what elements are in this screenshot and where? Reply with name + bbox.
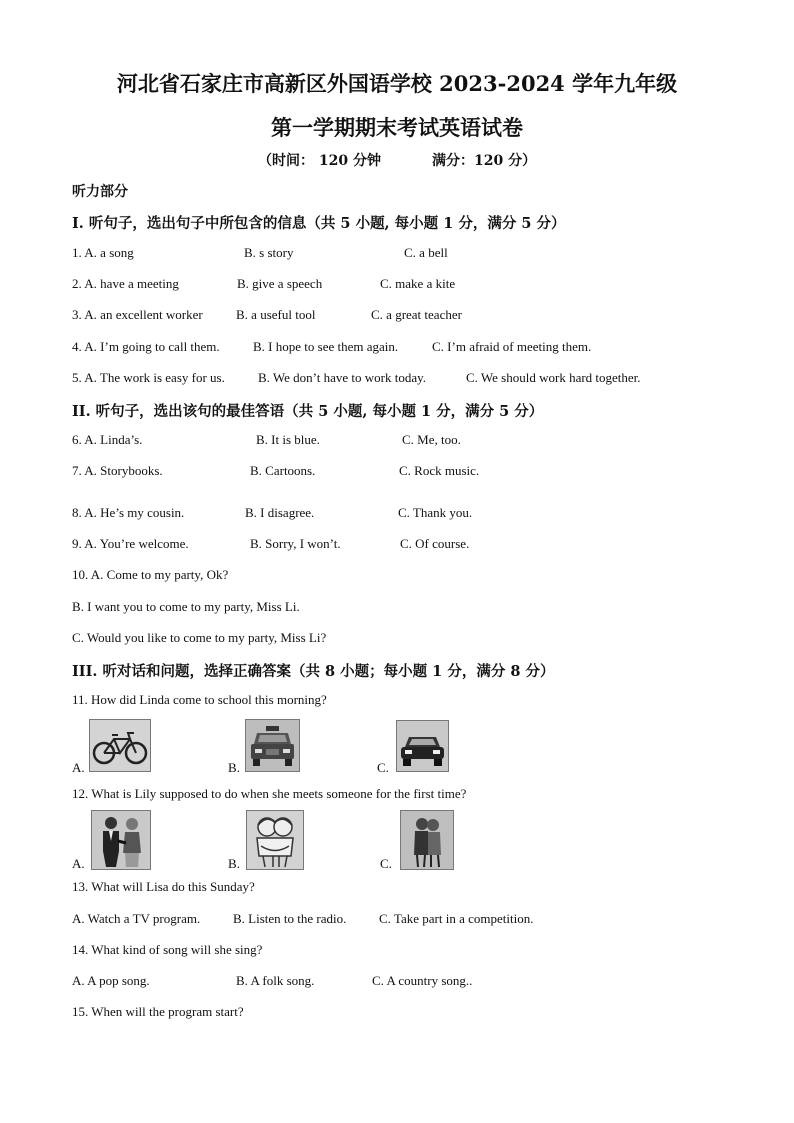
q2-option-c: C. make a kite bbox=[380, 276, 456, 291]
q11-question: 11. How did Linda come to school this morning? bbox=[72, 692, 327, 707]
exam-score: 满分：120 分） bbox=[432, 153, 537, 169]
q4-option-a: 4. A. I’m going to call them. bbox=[72, 339, 220, 354]
bicycle-icon bbox=[90, 720, 150, 771]
section2-heading: II. 听句子，选出该句的最佳答语（共 5 小题, 每小题 1 分，满分 5 分） bbox=[72, 403, 544, 420]
q12-label-a: A. bbox=[72, 856, 85, 871]
q11-label-a: A. bbox=[72, 760, 85, 775]
q14-option-a: A. A pop song. bbox=[72, 973, 150, 988]
q11-label-b: B. bbox=[228, 760, 240, 775]
car-picture bbox=[396, 720, 449, 772]
q3-option-a: 3. A. an excellent worker bbox=[72, 307, 203, 322]
q6-option-b: B. It is blue. bbox=[256, 432, 320, 447]
q9-option-a: 9. A. You’re welcome. bbox=[72, 536, 189, 551]
q14-option-b: B. A folk song. bbox=[236, 973, 315, 988]
bicycle-picture bbox=[89, 719, 151, 772]
q1-option-a: 1. A. a song bbox=[72, 245, 134, 260]
q13-option-a: A. Watch a TV program. bbox=[72, 911, 201, 926]
hug-icon bbox=[247, 811, 303, 869]
handshake-picture bbox=[91, 810, 151, 870]
q8-option-a: 8. A. He’s my cousin. bbox=[72, 505, 185, 520]
q9-option-b: B. Sorry, I won’t. bbox=[250, 536, 341, 551]
q12-question: 12. What is Lily supposed to do when she meets someone for the first time? bbox=[72, 786, 467, 801]
q14-question: 14. What kind of song will she sing? bbox=[72, 942, 263, 957]
taxi-icon bbox=[246, 720, 299, 771]
q5-option-a: 5. A. The work is easy for us. bbox=[72, 370, 225, 385]
q13-option-b: B. Listen to the radio. bbox=[233, 911, 347, 926]
q5-option-b: B. We don’t have to work today. bbox=[258, 370, 427, 385]
q13-question: 13. What will Lisa do this Sunday? bbox=[72, 879, 255, 894]
q2-option-b: B. give a speech bbox=[237, 276, 323, 291]
q8-option-b: B. I disagree. bbox=[245, 505, 315, 520]
exam-title-line2: 第一学期期末考试英语试卷 bbox=[271, 115, 523, 140]
exam-title-line1: 河北省石家庄市高新区外国语学校 2023-2024 学年九年级 bbox=[116, 71, 678, 96]
q10-option-c: C. Would you like to come to my party, Miss Li? bbox=[72, 630, 327, 645]
q3-option-c: C. a great teacher bbox=[371, 307, 462, 322]
taxi-picture bbox=[245, 719, 300, 772]
q15-question: 15. When will the program start? bbox=[72, 1004, 244, 1019]
section1-heading: I. 听句子，选出句子中所包含的信息（共 5 小题, 每小题 1 分，满分 5 分） bbox=[72, 215, 566, 232]
q12-label-c: C. bbox=[380, 856, 392, 871]
q13-option-c: C. Take part in a competition. bbox=[379, 911, 534, 926]
section3-heading: III. 听对话和问题，选择正确答案（共 8 小题；每小题 1 分，满分 8 分） bbox=[72, 663, 555, 680]
q10-option-a: 10. A. Come to my party, Ok? bbox=[72, 567, 229, 582]
q3-option-b: B. a useful tool bbox=[236, 307, 316, 322]
q10-option-b: B. I want you to come to my party, Miss Li. bbox=[72, 599, 300, 614]
q4-option-c: C. I’m afraid of meeting them. bbox=[432, 339, 592, 354]
q7-option-b: B. Cartoons. bbox=[250, 463, 316, 478]
handshake-icon bbox=[92, 811, 150, 869]
q1-option-c: C. a bell bbox=[404, 245, 448, 260]
q5-option-c: C. We should work hard together. bbox=[466, 370, 641, 385]
q6-option-a: 6. A. Linda’s. bbox=[72, 432, 143, 447]
q2-option-a: 2. A. have a meeting bbox=[72, 276, 179, 291]
q7-option-a: 7. A. Storybooks. bbox=[72, 463, 163, 478]
exam-time: （时间： 120 分钟 bbox=[258, 153, 381, 169]
hug-picture bbox=[246, 810, 304, 870]
q14-option-c: C. A country song.. bbox=[372, 973, 473, 988]
q8-option-c: C. Thank you. bbox=[398, 505, 473, 520]
cheek-kiss-icon bbox=[401, 811, 453, 869]
part-label: 听力部分 bbox=[72, 184, 128, 200]
car-icon bbox=[397, 721, 448, 771]
q6-option-c: C. Me, too. bbox=[402, 432, 461, 447]
q12-label-b: B. bbox=[228, 856, 240, 871]
q4-option-b: B. I hope to see them again. bbox=[253, 339, 399, 354]
cheek-kiss-picture bbox=[400, 810, 454, 870]
q7-option-c: C. Rock music. bbox=[399, 463, 480, 478]
q1-option-b: B. s story bbox=[244, 245, 294, 260]
q11-label-c: C. bbox=[377, 760, 389, 775]
q9-option-c: C. Of course. bbox=[400, 536, 470, 551]
